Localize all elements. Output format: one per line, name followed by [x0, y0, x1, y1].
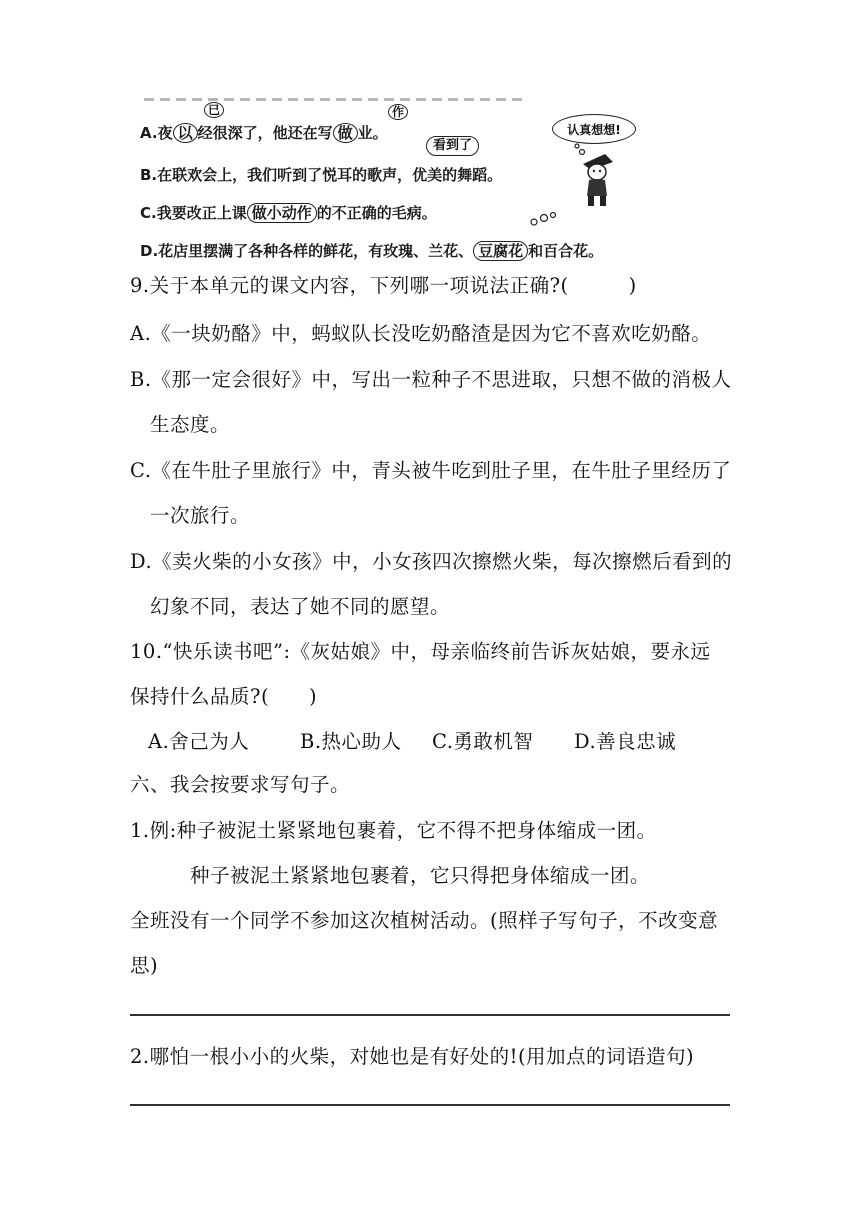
sec6-q2: 2.哪怕一根小小的火柴，对她也是有好处的!(用加点的词语造句) — [130, 1045, 695, 1068]
circled-word-doufuhua: 豆腐花 — [473, 241, 528, 261]
q9-option-b-line2: 生态度。 — [150, 413, 231, 436]
scan-d-pre: D.花店里摆满了各种各样的鲜花，有玫瑰、兰花、 — [140, 242, 474, 260]
q9-stem: 9.关于本单元的课文内容，下列哪一项说法正确?( ) — [130, 274, 637, 297]
scan-line-a — [140, 122, 388, 143]
scanned-exercise-image — [130, 92, 730, 262]
circled-word-zuoxiaodongzuo: 做小动作 — [247, 203, 317, 223]
q9-option-a: A.《一块奶酪》中，蚂蚁队长没吃奶酪渣是因为它不喜欢吃奶酪。 — [130, 322, 712, 345]
scan-a-post: 业。 — [357, 124, 388, 142]
q10-option-d: D.善良忠诚 — [574, 730, 677, 753]
thought-bubble-text: 认真想想! — [567, 122, 621, 137]
sec6-q1-task-line1: 全班没有一个同学不参加这次植树活动。(照样子写句子，不改变意 — [130, 909, 719, 932]
q9-option-d-line2: 幻象不同，表达了她不同的愿望。 — [150, 595, 451, 618]
scan-line-d — [140, 240, 603, 261]
q10-option-b: B.热心助人 — [300, 730, 402, 753]
q9-option-c-line2: 一次旅行。 — [150, 504, 251, 527]
sec6-q1-example: 1.例:种子被泥土紧紧地包裹着，它不得不把身体缩成一团。 — [130, 819, 657, 842]
q10-stem-line1: 10.“快乐读书吧”:《灰姑娘》中，母亲临终前告诉灰姑娘，要永远 — [130, 640, 711, 663]
circled-word-yi: 以 — [173, 123, 198, 143]
scan-line-b: B.在联欢会上，我们听到了悦耳的歌声，优美的舞蹈。 — [140, 166, 503, 184]
small-bubbles-icon — [528, 210, 558, 228]
q9-option-d-line1: D.《卖火柴的小女孩》中，小女孩四次擦燃火柴，每次擦燃后看到的 — [130, 550, 733, 573]
insert-mark-kandaole: 看到了 — [426, 136, 479, 156]
scan-c-post: 的不正确的毛病。 — [316, 204, 437, 222]
section6-heading: 六、我会按要求写句子。 — [130, 773, 351, 796]
thinking-kid-illustration — [555, 140, 625, 210]
q9-option-b-line1: B.《那一定会很好》中，写出一粒种子不思进取，只想不做的消极人 — [130, 368, 732, 391]
q10-stem-line2: 保持什么品质?( ) — [130, 685, 318, 708]
scan-line-c — [140, 202, 437, 223]
correction-mark-zuo: 作 — [388, 104, 408, 120]
scan-a-pre: A.夜 — [140, 124, 173, 142]
sec6-q1-model: 种子被泥土紧紧地包裹着，它只得把身体缩成一团。 — [190, 864, 651, 887]
sec6-q1-task-line2: 思) — [130, 954, 159, 977]
q10-option-c: C.勇敢机智 — [432, 730, 534, 753]
cropped-text-edge — [144, 98, 524, 101]
circled-word-zuo: 做 — [333, 123, 358, 143]
correction-mark-yi: 已 — [204, 102, 224, 118]
q10-option-a: A.舍己为人 — [148, 730, 250, 753]
scan-c-pre: C.我要改正上课 — [140, 204, 247, 222]
scan-a-mid: 经很深了，他还在写 — [197, 124, 333, 142]
scan-d-post: 和百合花。 — [528, 242, 604, 260]
answer-line-2[interactable] — [130, 1104, 730, 1106]
q9-option-c-line1: C.《在牛肚子里旅行》中，青头被牛吃到肚子里，在牛肚子里经历了 — [130, 459, 732, 482]
answer-line-1[interactable] — [130, 1014, 730, 1016]
